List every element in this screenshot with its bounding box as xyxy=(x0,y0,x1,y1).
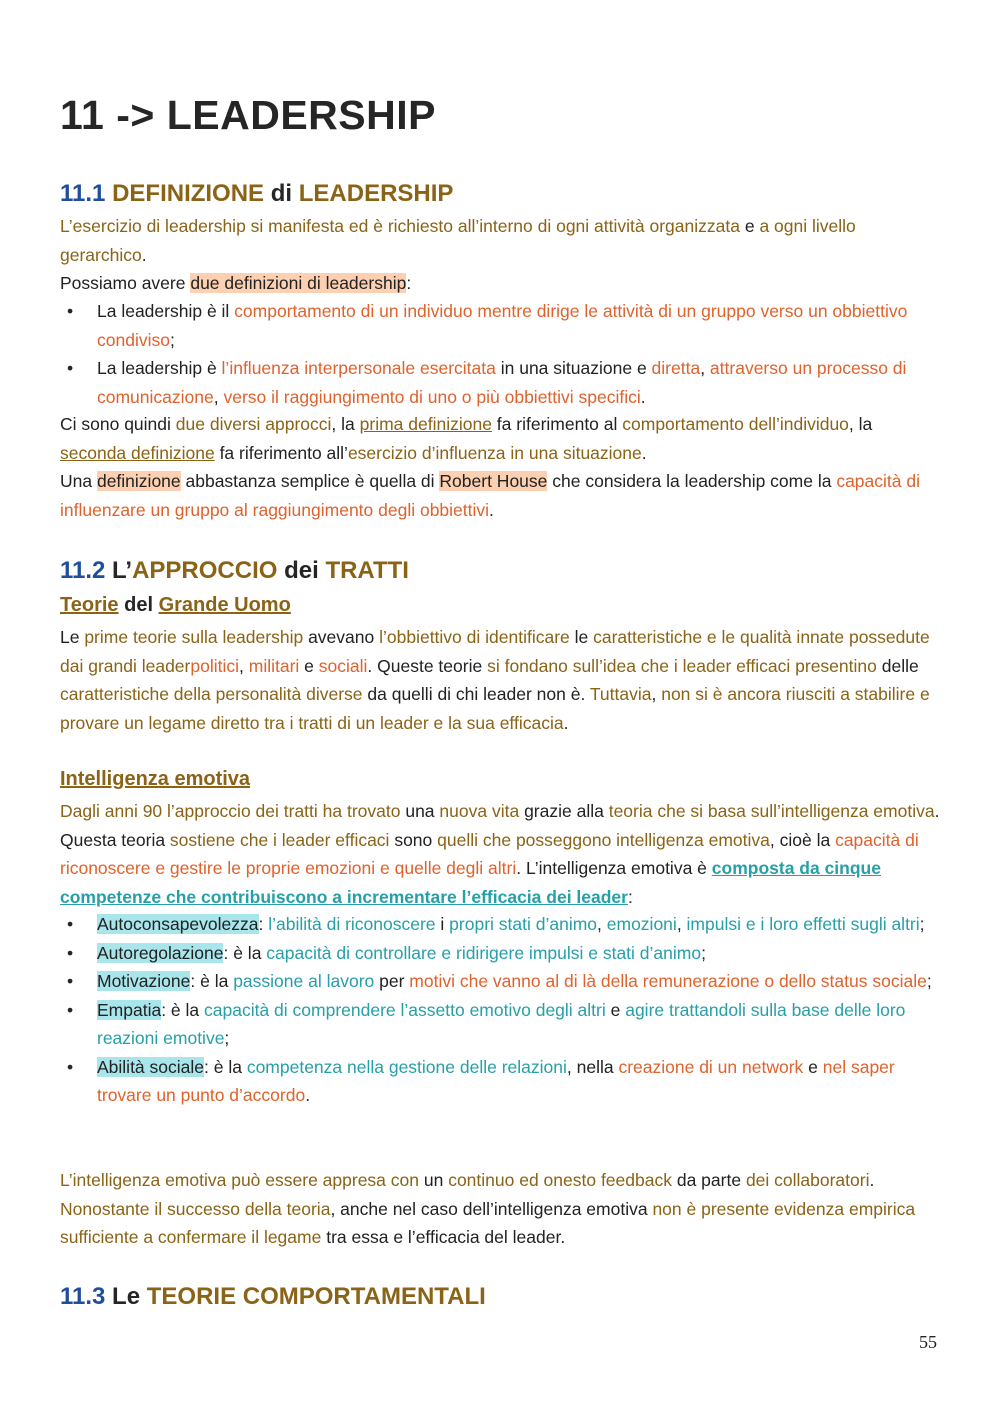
text-run: che considera la leadership come la xyxy=(547,471,837,491)
highlight: Motivazione xyxy=(97,971,191,991)
text-run: grazie alla xyxy=(519,801,609,821)
text-run: e xyxy=(739,216,760,236)
text-run: da quelli di chi leader non è. xyxy=(362,684,590,704)
paragraph xyxy=(60,269,940,298)
section-number: 11.1 xyxy=(60,180,106,207)
text-run: Possiamo avere xyxy=(60,273,191,293)
text-run: : è la xyxy=(204,1056,247,1077)
highlight: Empatia xyxy=(97,999,162,1020)
text-run: . xyxy=(305,1085,311,1105)
text-run: : xyxy=(258,914,269,934)
text-run: : è la xyxy=(190,971,234,991)
text-run: l’influenza interpersonale esercitata xyxy=(221,358,496,378)
text-run: sono xyxy=(389,829,438,850)
definitions-list xyxy=(60,297,940,411)
text-run: Grande Uomo xyxy=(158,594,291,616)
paragraph xyxy=(60,623,940,737)
text-run: di xyxy=(264,180,299,207)
text-run: , xyxy=(676,914,687,934)
text-run: Dagli anni 90 l’approccio dei tratti ha trovato xyxy=(60,801,401,821)
text-run: si fondano sull’idea che i leader efficaci presentino xyxy=(487,655,877,676)
paragraph xyxy=(60,410,940,467)
text-run: avevano xyxy=(303,627,380,647)
text-run: una xyxy=(400,801,440,821)
text-run: due diversi approcci xyxy=(175,414,332,434)
text-run: capacità di comprendere l’assetto emotivo degli altri xyxy=(204,999,606,1020)
text-run: L’esercizio di leadership si manifesta ed è richiesto all’interno di ogni attività organizzata xyxy=(60,216,740,236)
text-run: , xyxy=(651,684,662,704)
text-run: continuo ed onesto feedback xyxy=(448,1170,672,1190)
text-run: APPROCCIO xyxy=(132,557,278,584)
highlight: Abilità sociale xyxy=(97,1056,204,1077)
text-run: l’abilità di riconoscere xyxy=(268,914,436,934)
highlight: Robert House xyxy=(439,471,548,491)
text-run: TRATTI xyxy=(325,557,409,584)
text-run: . xyxy=(869,1170,875,1190)
text-run: motivi che vanno al di là della remunerazione o dello status sociale xyxy=(409,971,927,991)
text-run: : è la xyxy=(161,999,205,1020)
text-run: verso il raggiungimento di uno o più obbiettivi specifici xyxy=(223,386,641,407)
text-run: sociali xyxy=(318,655,368,676)
text-run: da parte xyxy=(671,1170,746,1190)
text-run: del xyxy=(118,594,159,616)
text-run: delle xyxy=(876,655,919,676)
text-run: : xyxy=(627,886,633,907)
highlight: definizione xyxy=(96,471,181,491)
text-run: , xyxy=(213,386,224,407)
text-run: , anche nel caso dell’intelligenza emotiva xyxy=(330,1198,653,1219)
text-run: . xyxy=(141,244,147,265)
text-run: composta da cinque competenze che contribuiscono a incrementare l’efficacia dei leader xyxy=(60,858,881,907)
text-run: ; xyxy=(919,914,925,934)
text-run: quelli che posseggono intelligenza emotiva xyxy=(437,829,770,850)
text-run: tra essa e l’efficacia del leader. xyxy=(321,1227,566,1247)
text-run: passione al lavoro xyxy=(233,971,375,991)
text-run: TEORIE COMPORTAMENTALI xyxy=(146,1283,486,1310)
text-run: capacità di controllare e ridirigere impulsi e stati d’animo xyxy=(266,942,702,963)
list-item xyxy=(60,1053,940,1110)
list-item xyxy=(60,354,940,411)
subheading-grande-uomo xyxy=(60,594,291,617)
text-run: dei xyxy=(277,557,326,584)
text-run: e xyxy=(803,1056,823,1077)
text-run: caratteristiche della personalità diverse xyxy=(60,684,363,704)
text-run: . xyxy=(563,712,569,733)
text-run: , cioè la xyxy=(769,829,836,850)
list-item xyxy=(60,297,940,354)
text-run: un xyxy=(418,1170,449,1190)
text-run: e xyxy=(299,655,319,676)
text-run: . xyxy=(640,386,646,407)
text-run: La leadership è il xyxy=(97,301,235,321)
text-run: le xyxy=(569,627,594,647)
paragraph xyxy=(60,797,940,911)
text-run: , nella xyxy=(566,1056,619,1077)
text-run: seconda definizione xyxy=(60,442,215,463)
text-run: Nonostante il successo della teoria xyxy=(60,1198,331,1219)
list-item xyxy=(60,910,940,939)
text-run: non si è ancora riusciti a stabilire e provare un legame diretto tra i tratti di un leader e la sua efficacia xyxy=(60,684,930,733)
text-run: , xyxy=(597,914,607,934)
text-run: sostiene che i leader efficaci xyxy=(169,829,390,850)
text-run: ; xyxy=(169,329,175,350)
text-run: prima definizione xyxy=(359,414,492,434)
highlight: Autoregolazione xyxy=(97,942,224,963)
text-run: politici xyxy=(190,655,240,676)
text-run: dei collaboratori xyxy=(745,1170,870,1190)
text-run: prime teorie sulla leadership xyxy=(84,627,304,647)
text-run: Le xyxy=(105,1283,147,1310)
text-run: ; xyxy=(926,971,932,991)
text-run: esercizio d’influenza in una situazione xyxy=(347,442,642,463)
text-run: fa riferimento all’ xyxy=(214,442,348,463)
text-run: teoria che si basa sull’intelligenza emotiva xyxy=(608,801,935,821)
text-run: propri stati d’animo xyxy=(449,914,598,934)
section-heading-11-1 xyxy=(60,180,453,208)
text-run: L’ xyxy=(105,557,133,584)
text-run: abbastanza semplice è quella di xyxy=(180,471,440,491)
text-run: . xyxy=(489,499,494,520)
section-heading-11-3 xyxy=(60,1283,486,1311)
text-run: comportamento dell’individuo xyxy=(622,414,849,434)
page-number: 55 xyxy=(919,1332,937,1352)
text-run: , la xyxy=(848,414,873,434)
text-run: emozioni xyxy=(606,914,677,934)
list-item xyxy=(60,996,940,1053)
text-run: per xyxy=(374,971,410,991)
text-run: i xyxy=(435,914,450,934)
text-run: ; xyxy=(701,942,706,963)
text-run: : è la xyxy=(223,942,267,963)
text-run: capacità di influenzare un gruppo al raggiungimento degli obbiettivi xyxy=(60,471,920,520)
text-run: capacità di riconoscere e gestire le proprie emozioni e quelle degli altri xyxy=(60,829,919,878)
text-run: Teorie xyxy=(60,594,119,616)
text-run: Le xyxy=(60,627,85,647)
text-run: diretta xyxy=(651,358,701,378)
section-number: 11.2 xyxy=(60,557,106,584)
text-run: fa riferimento al xyxy=(491,414,623,434)
text-run: creazione di un network xyxy=(618,1056,804,1077)
text-run: competenza nella gestione delle relazioni xyxy=(246,1056,567,1077)
text-run: Una xyxy=(60,471,97,491)
competences-list xyxy=(60,910,940,1110)
page-title: 11 -> LEADERSHIP xyxy=(60,92,436,138)
text-run: : xyxy=(406,273,412,293)
text-run: nel saper trovare un punto d’accordo xyxy=(97,1056,895,1105)
text-run: . Queste teorie xyxy=(367,655,488,676)
text-run: . L’intelligenza emotiva è xyxy=(516,858,712,878)
paragraph xyxy=(60,467,940,524)
text-run: comportamento di un individuo mentre dirige le attività di un gruppo verso un obbiettivo condiviso xyxy=(97,301,908,350)
text-run: militari xyxy=(248,655,300,676)
text-run: LEADERSHIP xyxy=(298,180,454,207)
text-run: agire trattandoli sulla base delle loro reazioni emotive xyxy=(97,999,906,1048)
paragraph xyxy=(60,212,940,269)
list-item xyxy=(60,967,940,996)
text-run: ; xyxy=(224,1028,230,1048)
text-run: caratteristiche e le qualità innate possedute dai grandi leader xyxy=(60,627,930,676)
text-run: . xyxy=(641,442,647,463)
text-run: Ci sono quindi xyxy=(60,414,176,434)
highlight: due definizioni di leadership xyxy=(190,273,407,293)
text-run: nuova vita xyxy=(439,801,520,821)
text-run: Tuttavia xyxy=(589,684,652,704)
text-run: l’obbiettivo di identificare xyxy=(379,627,570,647)
text-run: La leadership è xyxy=(97,358,222,378)
text-run: . Questa teoria xyxy=(60,801,940,850)
text-run: a ogni livello gerarchico xyxy=(60,216,856,265)
highlight: Autoconsapevolezza xyxy=(97,914,259,934)
paragraph xyxy=(60,1166,940,1252)
text-run: L’intelligenza emotiva può essere appresa con xyxy=(60,1170,419,1190)
text-run: e xyxy=(605,999,626,1020)
text-run: in una situazione e xyxy=(495,358,652,378)
section-number: 11.3 xyxy=(60,1283,106,1310)
text-run: impulsi e i loro effetti sugli altri xyxy=(686,914,920,934)
subheading-intelligenza-emotiva: Intelligenza emotiva xyxy=(60,768,251,790)
list-item xyxy=(60,939,940,968)
text-run: non è presente evidenza empirica sufficiente a confermare il legame xyxy=(60,1198,916,1247)
text-run: , la xyxy=(331,414,360,434)
text-run: attraverso un processo di comunicazione xyxy=(97,358,907,407)
text-run: , xyxy=(239,655,249,676)
text-run: DEFINIZIONE xyxy=(112,180,265,207)
section-heading-11-2 xyxy=(60,557,409,585)
text-run: , xyxy=(700,358,710,378)
